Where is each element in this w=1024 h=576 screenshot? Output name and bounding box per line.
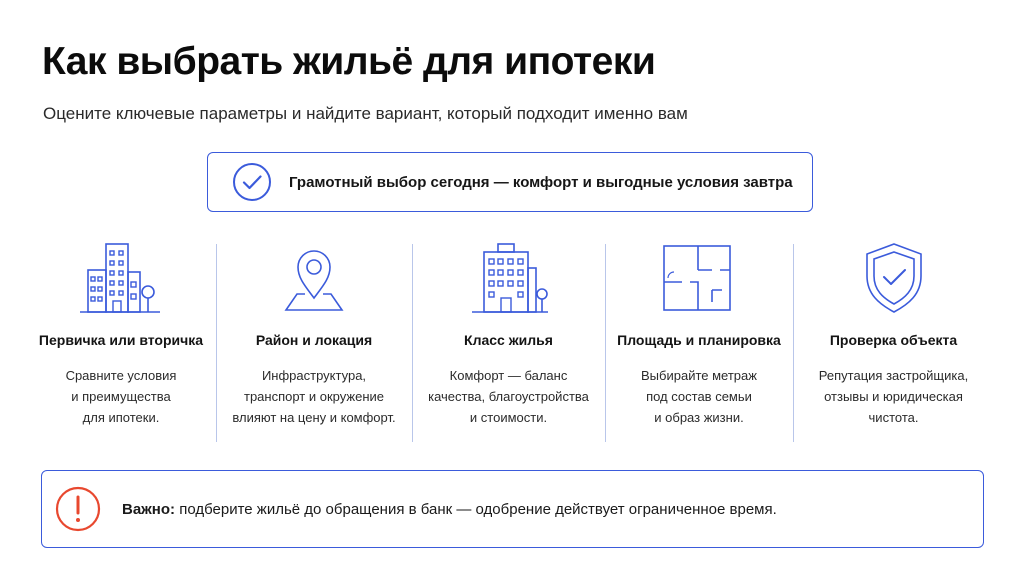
feature-title: Проверка объекта bbox=[829, 332, 958, 348]
feature-description: Репутация застройщика, отзывы и юридическая чистота. bbox=[818, 368, 969, 425]
feature-title: Класс жилья bbox=[464, 332, 553, 348]
features-row bbox=[26, 242, 994, 444]
feature-description: Выбирайте метраж под состав семьи и образ жизни. bbox=[641, 368, 757, 425]
feature-area-layout bbox=[605, 242, 793, 444]
map-pin-icon bbox=[269, 242, 359, 314]
feature-title: Район и локация bbox=[255, 332, 373, 348]
highlight-text: Грамотный выбор сегодня — комфорт и выгодные условия завтра bbox=[289, 173, 793, 191]
floor-plan-icon bbox=[654, 242, 744, 314]
check-circle-icon bbox=[232, 162, 272, 202]
feature-property-check bbox=[793, 242, 994, 444]
exclamation-circle-icon bbox=[54, 485, 102, 533]
notice-text bbox=[122, 501, 777, 518]
shield-check-icon bbox=[849, 242, 939, 314]
important-notice bbox=[41, 470, 984, 548]
feature-description: Сравните условия и преимущества для ипотеки. bbox=[65, 368, 177, 425]
highlight-banner bbox=[207, 152, 813, 212]
page-title: Как выбрать жильё для ипотеки bbox=[42, 40, 656, 83]
feature-description: Комфорт — баланс качества, благоустройства и стоимости. bbox=[428, 368, 589, 425]
feature-title: Площадь и планировка bbox=[617, 332, 781, 348]
apartment-building-icon bbox=[464, 242, 554, 314]
feature-primary-secondary bbox=[26, 242, 216, 444]
feature-title: Первичка или вторичка bbox=[38, 332, 204, 348]
feature-housing-class bbox=[412, 242, 605, 444]
page-subtitle: Оцените ключевые параметры и найдите вариант, который подходит именно вам bbox=[43, 104, 688, 123]
feature-district-location bbox=[216, 242, 412, 444]
feature-description: Инфраструктура, транспорт и окружение влияют на цену и комфорт. bbox=[232, 368, 396, 425]
buildings-icon bbox=[76, 242, 166, 314]
notice-label: Важно: bbox=[122, 500, 176, 518]
notice-body: подберите жильё до обращения в банк — одобрение действует ограниченное время. bbox=[175, 500, 777, 518]
